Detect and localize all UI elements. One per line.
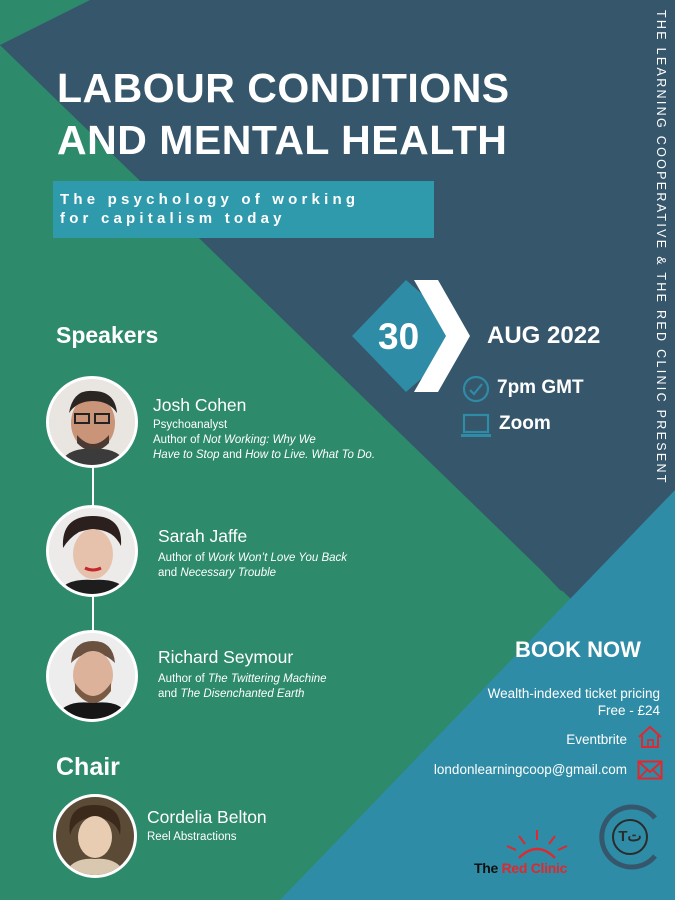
speaker-photo-richard-seymour — [46, 630, 138, 722]
learning-coop-logo — [595, 802, 665, 872]
subtitle — [60, 190, 430, 228]
speaker-bio-line-2: and Necessary Trouble — [158, 567, 277, 579]
speakers-heading: Speakers — [56, 322, 159, 348]
eventbrite-link[interactable]: Eventbrite — [566, 732, 627, 747]
presenters-label: THE LEARNING COOPERATIVE & THE RED CLINIC PRESENT — [654, 10, 668, 485]
pricing-line-1: Wealth-indexed ticket pricing — [487, 686, 660, 701]
portrait-icon — [49, 379, 135, 465]
portrait-icon — [56, 797, 134, 875]
pricing-line-2: Free - £24 — [597, 703, 660, 718]
subtitle-line-2: for capitalism today — [60, 210, 286, 227]
mail-icon — [637, 760, 663, 780]
presenters-vertical-text — [650, 10, 670, 485]
speaker-bio-line-1: Author of The Twittering Machine — [158, 673, 327, 685]
red-clinic-sun-icon — [497, 828, 577, 860]
event-title — [57, 62, 617, 166]
clock-icon — [462, 375, 490, 403]
event-time: 7pm GMT — [497, 377, 584, 398]
subtitle-line-1: The psychology of working — [60, 191, 360, 208]
speaker-name: Richard Seymour — [158, 647, 294, 667]
email-link[interactable]: londonlearningcoop@gmail.com — [433, 762, 627, 777]
speaker-photo-josh-cohen — [46, 376, 138, 468]
chair-name: Cordelia Belton — [147, 807, 267, 827]
speaker-bio-line-2: and The Disenchanted Earth — [158, 688, 305, 700]
chair-affiliation: Reel Abstractions — [147, 831, 237, 843]
date-day: 30 — [378, 316, 420, 357]
title-line-1: LABOUR CONDITIONS — [57, 65, 510, 111]
red-clinic-logo: The Red Clinic — [474, 860, 568, 876]
portrait-icon — [49, 508, 135, 594]
speaker-name: Sarah Jaffe — [158, 526, 248, 546]
speaker-bio-line-1: Author of Work Won’t Love You Back — [158, 552, 348, 564]
date-month-year: AUG 2022 — [487, 322, 601, 349]
event-venue: Zoom — [499, 413, 551, 434]
speaker-photo-sarah-jaffe — [46, 505, 138, 597]
chair-photo-cordelia-belton — [53, 794, 137, 878]
speaker-bio-line-2: Have to Stop and How to Live. What To Do. — [153, 449, 376, 461]
learning-coop-mark: Tت — [618, 828, 642, 845]
chair-heading: Chair — [56, 753, 120, 781]
portrait-icon — [49, 633, 135, 719]
home-icon — [637, 725, 663, 749]
speaker-bio-line-1: Author of Not Working: Why We — [153, 434, 316, 446]
speaker-role: Psychoanalyst — [153, 419, 228, 431]
speaker-name: Josh Cohen — [153, 395, 247, 415]
book-now-heading: BOOK NOW — [515, 637, 641, 662]
laptop-icon — [460, 412, 492, 440]
title-line-2: AND MENTAL HEALTH — [57, 117, 508, 163]
